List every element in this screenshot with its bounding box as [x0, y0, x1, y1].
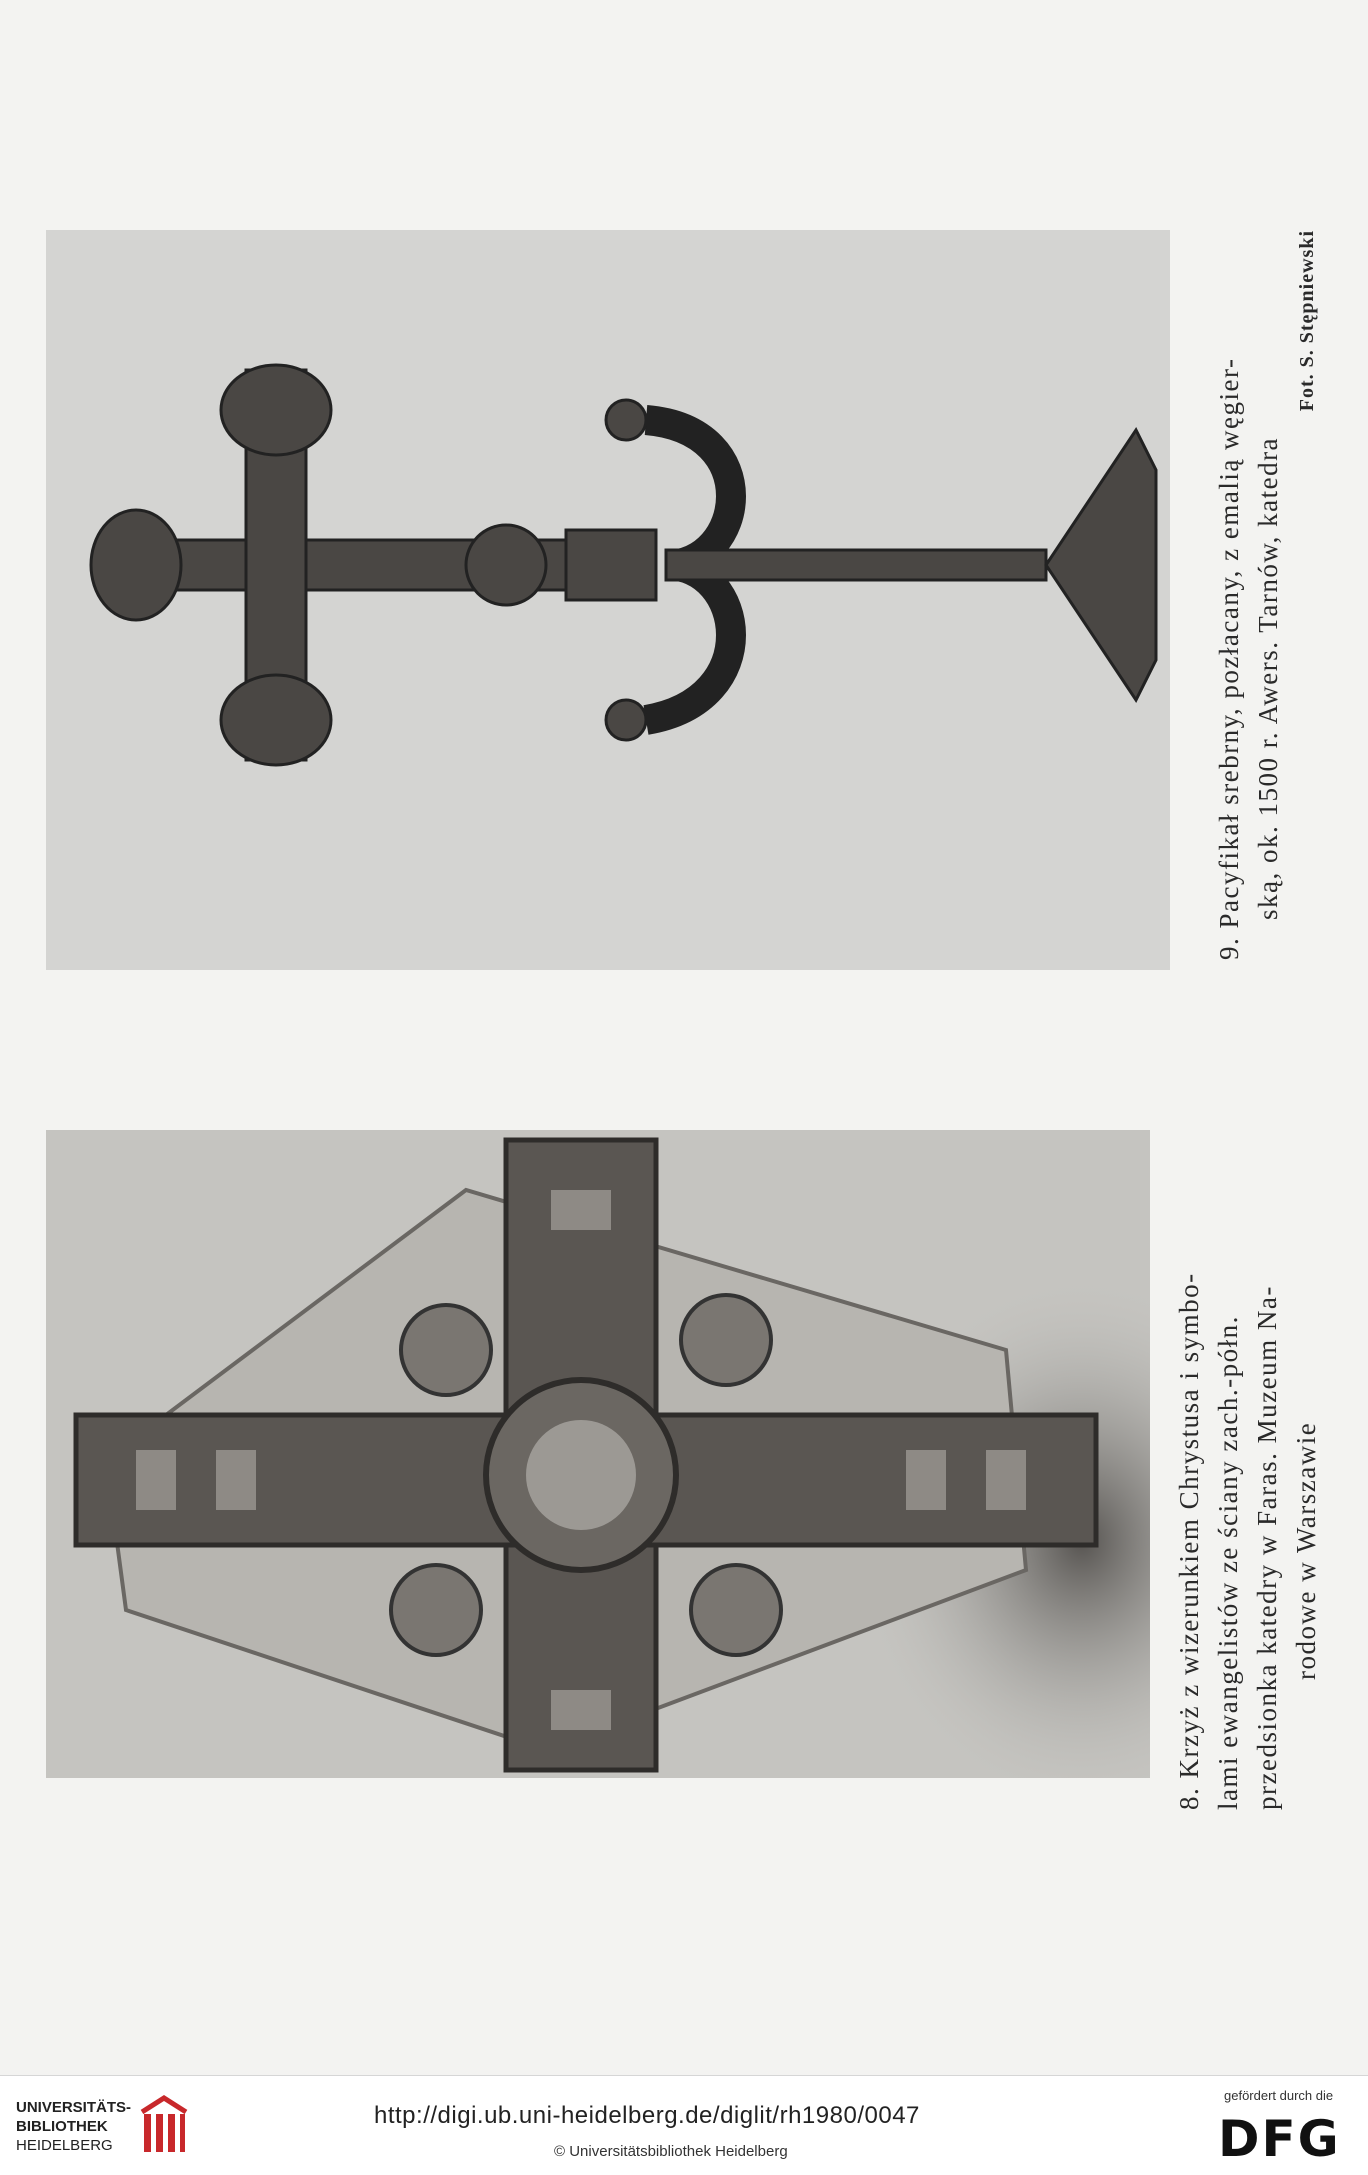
library-line: BIBLIOTHEK: [16, 2118, 108, 2135]
page-url-link[interactable]: http://digi.ub.uni-heidelberg.de/diglit/rh1980/0047: [374, 2102, 920, 2129]
caption-line: ską, ok. 1500 r. Awers. Tarnów, katedra: [1253, 436, 1283, 920]
dfg-logo: DFG: [1218, 2110, 1341, 2168]
caption-line: 9. Pacyfikał srebrny, pozłacany, z emalią węgier-: [1214, 357, 1244, 960]
footer-bar: [0, 2075, 1368, 2175]
photo-credit: Fot. S. Stępniewski: [1296, 230, 1318, 412]
caption-figure-8: [1170, 1272, 1326, 1810]
caption-figure-9: [1210, 230, 1327, 960]
caption-line: lami ewangelistów ze ściany zach.-półn.: [1213, 1315, 1243, 1810]
caption-line: rodowe w Warszawie: [1291, 1421, 1321, 1680]
fresco-cross-illustration: [46, 1130, 1150, 1778]
library-name: [16, 2098, 131, 2155]
pacyfikal-illustration: [46, 230, 1170, 970]
photo-pacyfikal: [46, 230, 1170, 970]
library-line: HEIDELBERG: [16, 2137, 113, 2154]
caption-line: przedsionka katedry w Faras. Muzeum Na-: [1252, 1285, 1282, 1810]
funding-note: gefördert durch die: [1224, 2088, 1334, 2103]
library-line: UNIVERSITÄTS-: [16, 2099, 132, 2116]
copyright-notice: © Universitätsbibliothek Heidelberg: [554, 2143, 788, 2160]
library-logo-icon: [138, 2094, 190, 2158]
photo-fresco-cross: [46, 1130, 1150, 1778]
caption-line: 8. Krzyż z wizerunkiem Chrystusa i symbo-: [1174, 1272, 1204, 1810]
